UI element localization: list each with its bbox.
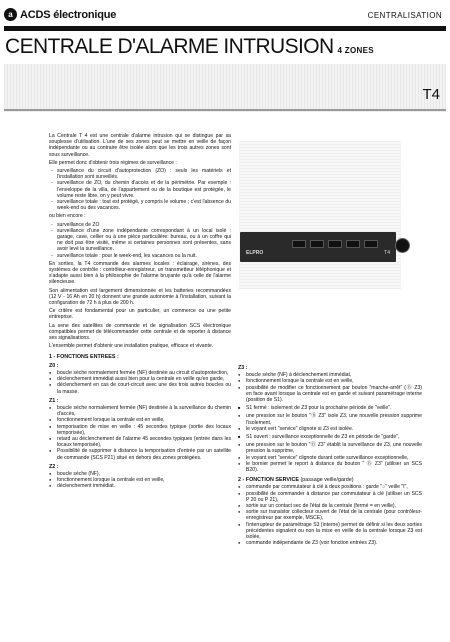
device-front-panel (240, 232, 396, 262)
product-photo (239, 141, 401, 289)
paragraph: L'ensemble permet d'obtenir une installation pratique, efficace et vivante. (49, 343, 214, 350)
list-item: ● Possibilité de supprimer à distance la temporisation d'entrée par un satellite de commande (SCS P21) situé en dehors des zones protégées. (49, 448, 231, 460)
zone-heading: Z2 : (49, 463, 59, 470)
indicator-light (310, 240, 324, 248)
paragraph: La sene des satellites de commande et de signalisation SCS électronique compatibles permet de télécommander cette centrale et de reporter à distance ses signalisations. (49, 322, 231, 342)
list-item: - surveillance d'une zone indépendante correspondant à un local isolé : garage, cave, cellier ou à une pièce particulière: bureau, ou à un coffre qui ne doit pas être visité, même si certaines personnes sont présentes, sans avoir levé la surveillance. (49, 228, 231, 253)
s1-open-details (238, 442, 422, 473)
zone-list (49, 471, 231, 490)
device-model-badge: T4 (384, 250, 390, 256)
indicator-light (364, 240, 378, 248)
right-column (238, 362, 422, 548)
zone-heading: Z0 : (49, 362, 59, 369)
list-item: ● boucle sèche normalement fermée (NF) destinée au circuit d'autoprotection, (49, 370, 231, 376)
title-band (4, 64, 446, 112)
section-heading-note: (passage veille/garde) (300, 477, 354, 484)
indicator-light (292, 240, 306, 248)
list-item: - surveillance de ZO, du chemin d'accès et de la périmétrie. Par exemple : l'enveloppe de la villa, de l'appartement ou de la boutique est protégée, le volume reste libre, on y peut vivre. (49, 180, 231, 199)
list-item: ● commande par commutateur à clé à deux positions : garde "○" veille "I", (238, 484, 422, 490)
list-item: ● commande indépendante de Z3 (voir fonction entrées Z3). (238, 540, 422, 546)
list-item: ● temporisation de mise en veille : 45 secondes typique (sortie des locaux temporisée), (49, 424, 231, 436)
device-brand: ELPRO (246, 250, 264, 256)
paragraph: Ce critère est fondamental pour un particulier, un commerce ou une petite entreprise. (49, 308, 231, 321)
left-column (49, 133, 231, 492)
list-item: ● le voyant vert "service" clignote si Z3 est isolée. (238, 426, 422, 432)
model-label: T4 (422, 86, 440, 103)
paragraph: La Centrale T 4 est une centrale d'alarme intrusion qui se distingue par sa souplesse d'utilisation. L'une de ses zones peut se mettre en veille de façon indépendante ou au contraire être isolée alors que les trois autres zones sont sous surveillance. (49, 133, 231, 158)
s1-closed-list (238, 405, 422, 411)
header-rule (4, 26, 446, 31)
section-heading-text: 2 - FONCTION SERVICE (238, 477, 300, 484)
paragraph: Elle permet donc d'obtenir trois régimes de surveillance : (49, 159, 177, 166)
brand-logo (4, 8, 116, 21)
list-item: - surveillance de ZO (49, 222, 231, 228)
list-item: ● une pression sur le bouton "Ⓑ Z3" isole Z3, une nouvelle pression supprime l'isolement, (238, 413, 422, 425)
list-item: ■ S1 fermé : isolement de Z3 pour la prochaine période de "veille". (238, 405, 422, 411)
list-item: ● fonctionnement lorsque la centrale est en veille, (238, 378, 422, 384)
section-heading (238, 477, 422, 483)
list-item: ● fonctionnement lorsque la centrale est en veille, (49, 477, 231, 483)
band-rule (4, 109, 446, 111)
list-item: - surveillance totale : tout est protégé, y compris le volume ; c'est l'absence du week-end ou des vacances. (49, 199, 231, 211)
list-item: ● le bornier permet le report à distance du bouton " Ⓑ Z3" (utiliser un SCS B20). (238, 461, 422, 473)
list-item: - surveillance totale : pour le week-end, les vacances ou la nuit. (49, 253, 231, 259)
paragraph: En sorties, la T4 commande des alarmes locales : éclairage, sirènes, des systèmes de contrôle : contrôleur-enregistreur, un transmetteur téléphonique et s'adapte aussi bien à la philosophie de l'alarme bruyante qu'à celle de l'alarme silencieuse. (49, 260, 231, 286)
list-item: ● déclenchement en cas de court-circuit avec une des trois autres boucles ou la masse. (49, 382, 231, 394)
list-item: ● sortie sur un contact sec de l'état de la centrale (fermé = en veille), (238, 503, 422, 509)
zone-heading: Z3 : (238, 365, 248, 371)
list-item: ● déclenchement immédiat aussi bien pour la centrale en veille qu'en garde, (49, 376, 231, 382)
zone-list (238, 372, 422, 403)
service-list (238, 484, 422, 546)
s1-open-list (238, 434, 422, 440)
list-item: ● sortie sur transistor collecteur ouvert de l'état de la centrale (pour contrôleur-enregistreur par exemple, MSCE), (238, 509, 422, 521)
section-heading: 1 - FONCTIONS ENTREES : (49, 353, 119, 360)
s1-closed-details (238, 413, 422, 432)
page-title-suffix: 4 ZONES (337, 46, 374, 55)
list-item: ● boucle sèche normalement fermée (NF) destinée à la surveillance du chemin d'accès, (49, 405, 231, 417)
zone-heading: Z1 : (49, 397, 59, 404)
list-item: ● boucle sèche (NF) à déclenchement immédiat, (238, 372, 422, 378)
regime-list-alt (49, 222, 231, 259)
list-item: ● déclenchement immédiat. (49, 483, 231, 489)
paragraph: ou bien encore : (49, 213, 86, 220)
regime-list (49, 168, 231, 211)
list-item: ■ S1 ouvert : surveillance exceptionnelle de Z3 en période de "garde", (238, 434, 422, 440)
list-item: ● l'interrupteur de paramétrage S3 (interne) permet de définir si les deux sorties précédentes signalent ou non la mise en veille de la centrale lorsque Z3 est isolée, (238, 522, 422, 541)
section-label: CENTRALISATION (367, 11, 442, 20)
brand-name: ACDS électronique (20, 8, 117, 21)
list-item: ● le voyant vert "service" clignote durant cette surveillance exceptionnelle, (238, 455, 422, 461)
list-item: ● possibilité de commander à distance par commutateur à clé (utiliser un SCS P 20 ou P 21), (238, 491, 422, 503)
list-item: ● une pression sur le bouton "Ⓑ Z3" établit la surveillance de Z3, une nouvelle pression la supprime, (238, 442, 422, 454)
list-item: ● fonctionnement lorsque la centrale est en veille, (49, 417, 231, 423)
indicator-light (328, 240, 342, 248)
zone-list (49, 405, 231, 461)
page-title (5, 35, 374, 63)
key-switch-icon (395, 238, 410, 253)
indicator-light (346, 240, 360, 248)
brand-mark-icon: a (4, 8, 17, 21)
list-item: ● possibilité de modifier ce fonctionnement par bouton "marche-arrêt" (Ⓑ Z3) en face avant lorsque la centrale est en garde et suivant paramétrage interne (position de S1). (238, 385, 422, 404)
zone-list (49, 370, 231, 395)
page-title-text: CENTRALE D'ALARME INTRUSION (5, 35, 334, 58)
list-item: - surveillance du circuit d'autoprotection (ZO) : seuls les matériels et l'installation sont surveillés. (49, 168, 231, 180)
list-item: ● retard au déclenchement de l'alarme 45 secondes typiques (entrée dans les locaux temporisée), (49, 436, 231, 448)
list-item: ● boucle sèche (NF), (49, 471, 231, 477)
paragraph: Son alimentation est largement dimensionnée et les batteries recommandées (12 V - 16 Ah en 20 h) donnent une grande autonomie à l'installation, suivant la configuration de 72 h à plus de 200 h. (49, 287, 231, 307)
